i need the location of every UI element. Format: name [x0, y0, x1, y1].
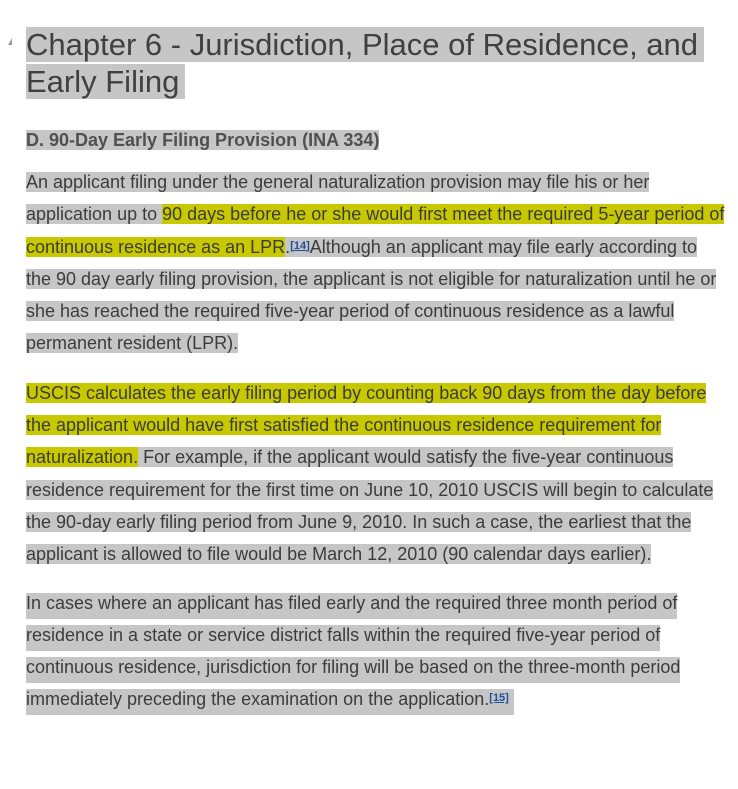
collapse-triangle-icon[interactable] [8, 38, 12, 45]
document-body [26, 26, 726, 716]
p2-highlight: USCIS calculates the early filing period by counting back 90 days from the day before the applicant would have first satisfied the continuous residence requirement for naturalization. [26, 382, 707, 468]
p1-highlight: 90 days before he or she would first meet the required 5-year period of continuous residence as an LPR [26, 204, 725, 257]
p1-period: . [285, 236, 291, 257]
paragraph-2 [26, 377, 726, 571]
chapter-title: Chapter 6 - Jurisdiction, Place of Residence, and Early Filing [26, 26, 726, 100]
p2-text-rest: For example, if the applicant would satisfy the five-year continuous residence requirement for the first time on June 10, 2010 USCIS will begin to calculate the 90-day early filing period from June 9, 2010. In such a case, the earliest that the applicant is allowed to file would be March 12, 2010 (90 calendar days earlier). [26, 447, 714, 565]
p1-text-rest: Although an applicant may file early according to the 90 day early filing provision, the applicant is not eligible for naturalization until he or she has reached the required five-year period of continuous residence as a lawful permanent resident (LPR). [26, 236, 717, 354]
footnote-15-link[interactable]: [15] [489, 692, 509, 705]
p1-text-before: An applicant filing under the general naturalization provision may file his or her application up to [26, 172, 650, 225]
paragraph-3 [26, 587, 726, 716]
paragraph-1 [26, 166, 726, 360]
footnote-14-link[interactable]: [14] [290, 239, 310, 252]
p3-text: In cases where an applicant has filed early and the required three month period of residence in a state or service district falls within the required five-year period of continuous residence, jurisdiction for filing will be based on the three-month period immediately preceding the examination on the application. [26, 592, 681, 710]
section-heading: D. 90-Day Early Filing Provision (INA 334) [26, 130, 380, 150]
